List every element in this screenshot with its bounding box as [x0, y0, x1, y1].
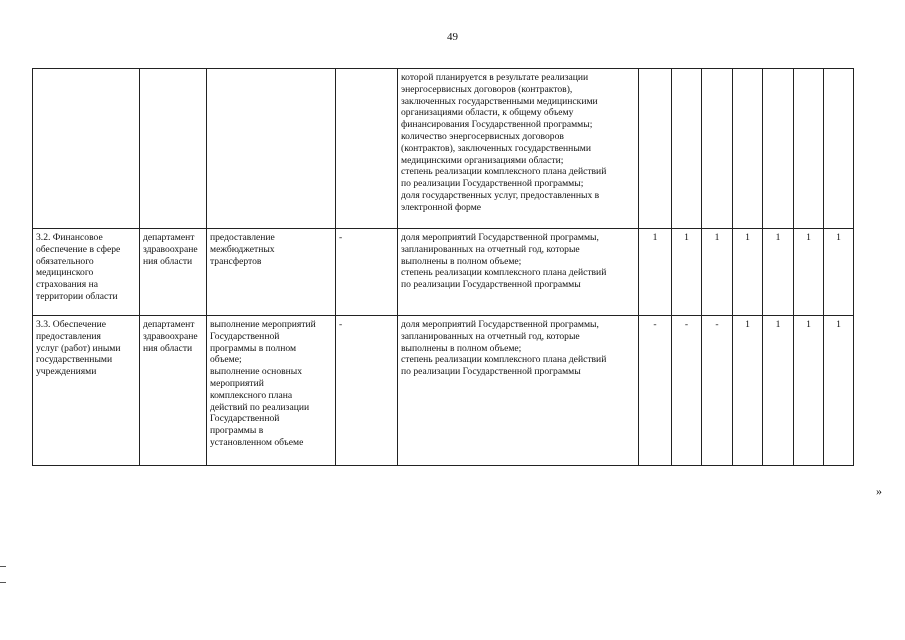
measure-name-cell: 3.2. Финансовое обеспечение в сфере обязательного медицинского страхования на территории области: [33, 229, 140, 316]
measure-name-cell: [33, 69, 140, 229]
table-row: [33, 316, 854, 466]
dash-cell: -: [336, 229, 398, 316]
value-cell: -: [639, 316, 672, 466]
value-cell: [672, 69, 702, 229]
activities-cell: [207, 69, 336, 229]
page-number: 49: [447, 31, 458, 43]
value-cell: [794, 69, 824, 229]
executor-cell: департамент здравоохране ния области: [140, 229, 207, 316]
value-cell: [824, 69, 854, 229]
program-table: [32, 68, 854, 466]
value-cell: 1: [733, 229, 763, 316]
executor-cell: департамент здравоохране ния области: [140, 316, 207, 466]
value-cell: 1: [733, 316, 763, 466]
value-cell: [733, 69, 763, 229]
margin-mark: [0, 566, 6, 567]
indicators-cell: которой планируется в результате реализации энергосервисных договоров (контрактов), заключенных государственными медицинскими организациями области, к общему объему финансирования Государственной программы; количество энергосервисных договоров (контрактов), заключенных государственными медицинскими организациями области; степень реализации комплексного плана действий по реализации Государственной программы; доля государственных услуг, предоставленных в электронной форме: [398, 69, 639, 229]
value-cell: 1: [794, 229, 824, 316]
value-cell: 1: [639, 229, 672, 316]
indicators-cell: доля мероприятий Государственной программы, запланированных на отчетный год, которые выполнены в полном объеме; степень реализации комплексного плана действий по реализации Государственной программы: [398, 229, 639, 316]
indicators-cell: доля мероприятий Государственной программы, запланированных на отчетный год, которые выполнены в полном объеме; степень реализации комплексного плана действий по реализации Государственной программы: [398, 316, 639, 466]
table-row: [33, 69, 854, 229]
value-cell: 1: [794, 316, 824, 466]
table-row: [33, 229, 854, 316]
value-cell: -: [702, 316, 733, 466]
closing-quote-mark: »: [876, 484, 882, 498]
dash-cell: [336, 69, 398, 229]
dash-cell: -: [336, 316, 398, 466]
value-cell: 1: [824, 229, 854, 316]
value-cell: 1: [763, 229, 794, 316]
value-cell: [639, 69, 672, 229]
value-cell: [702, 69, 733, 229]
activities-cell: предоставление межбюджетных трансфертов: [207, 229, 336, 316]
value-cell: [763, 69, 794, 229]
margin-mark: [0, 582, 6, 583]
value-cell: -: [672, 316, 702, 466]
measure-name-cell: 3.3. Обеспечение предоставления услуг (работ) иными государственными учреждениями: [33, 316, 140, 466]
value-cell: 1: [702, 229, 733, 316]
value-cell: 1: [824, 316, 854, 466]
activities-cell: выполнение мероприятий Государственной программы в полном объеме; выполнение основных мероприятий комплексного плана действий по реализации Государственной программы в установленном объеме: [207, 316, 336, 466]
value-cell: 1: [763, 316, 794, 466]
value-cell: 1: [672, 229, 702, 316]
executor-cell: [140, 69, 207, 229]
